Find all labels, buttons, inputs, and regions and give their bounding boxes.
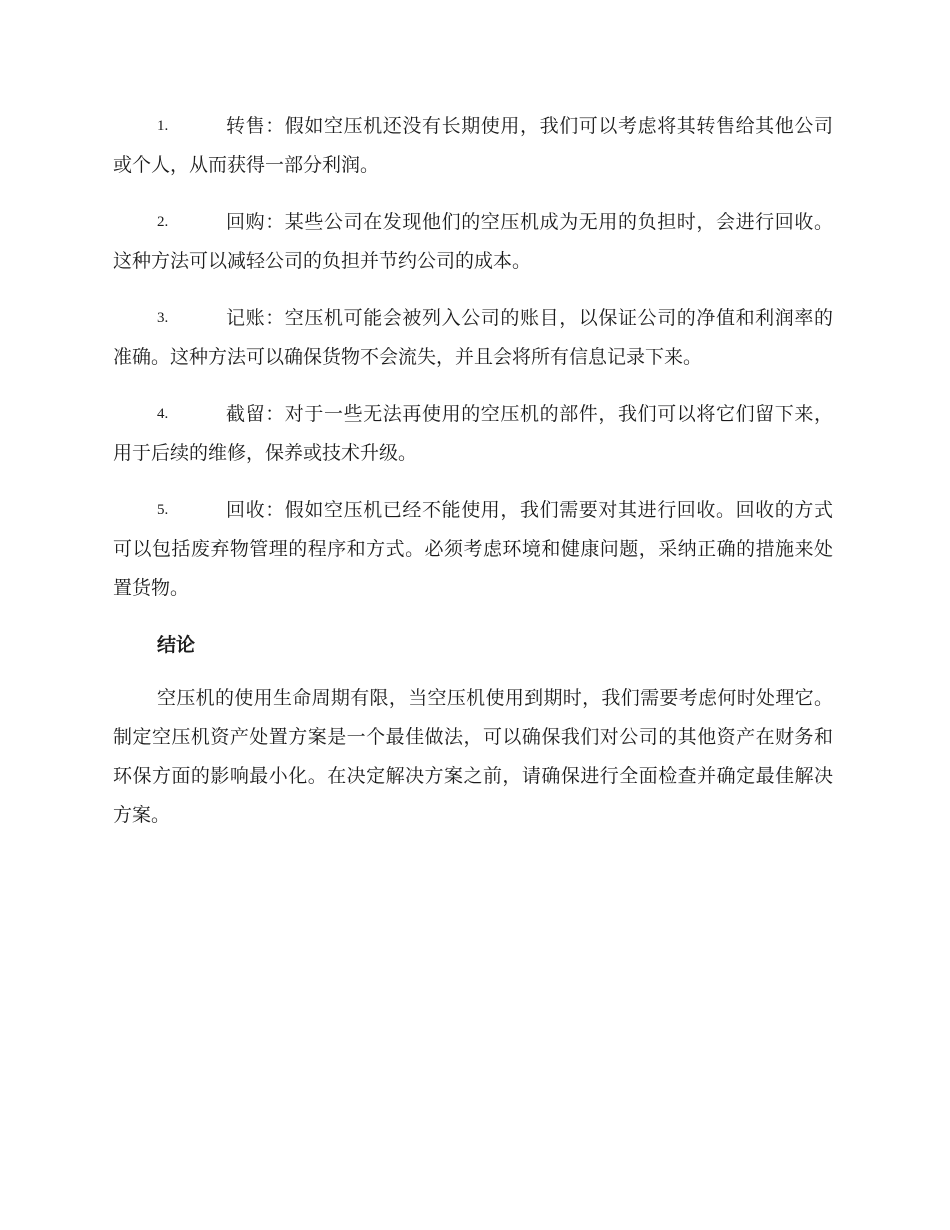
list-item-text: 回收：假如空压机已经不能使用，我们需要对其进行回收。回收的方式可以包括废弃物管理的程序和方式。必须考虑环境和健康问题，采纳正确的措施来处置货物。 xyxy=(113,499,833,599)
conclusion-paragraph: 空压机的使用生命周期有限，当空压机使用到期时，我们需要考虑何时处理它。制定空压机资产处置方案是一个最佳做法，可以确保我们对公司的其他资产在财务和环保方面的影响最小化。在决定解决方案之前，请确保进行全面检查并确定最佳解决方案。 xyxy=(113,687,833,826)
list-item-text: 回购：某些公司在发现他们的空压机成为无用的负担时，会进行回收。这种方法可以减轻公司的负担并节约公司的成本。 xyxy=(113,211,833,272)
list-item-retention xyxy=(113,395,833,473)
list-item-buyback xyxy=(113,203,833,281)
list-item-number: 3. xyxy=(157,310,169,326)
list-item-number: 4. xyxy=(157,406,169,422)
list-item-number: 2. xyxy=(157,214,169,230)
document-page xyxy=(113,107,833,835)
conclusion-heading: 结论 xyxy=(157,634,196,656)
list-item-text: 截留：对于一些无法再使用的空压机的部件，我们可以将它们留下来，用于后续的维修，保养或技术升级。 xyxy=(113,403,833,464)
list-item-recycling xyxy=(113,491,833,608)
list-item-number: 1. xyxy=(157,118,169,134)
list-item-bookkeeping xyxy=(113,299,833,377)
list-item-text: 转售：假如空压机还没有长期使用，我们可以考虑将其转售给其他公司或个人，从而获得一部分利润。 xyxy=(113,115,833,176)
list-item-resale xyxy=(113,107,833,185)
list-item-text: 记账：空压机可能会被列入公司的账目，以保证公司的净值和利润率的准确。这种方法可以确保货物不会流失，并且会将所有信息记录下来。 xyxy=(113,307,833,368)
list-item-number: 5. xyxy=(157,502,169,518)
